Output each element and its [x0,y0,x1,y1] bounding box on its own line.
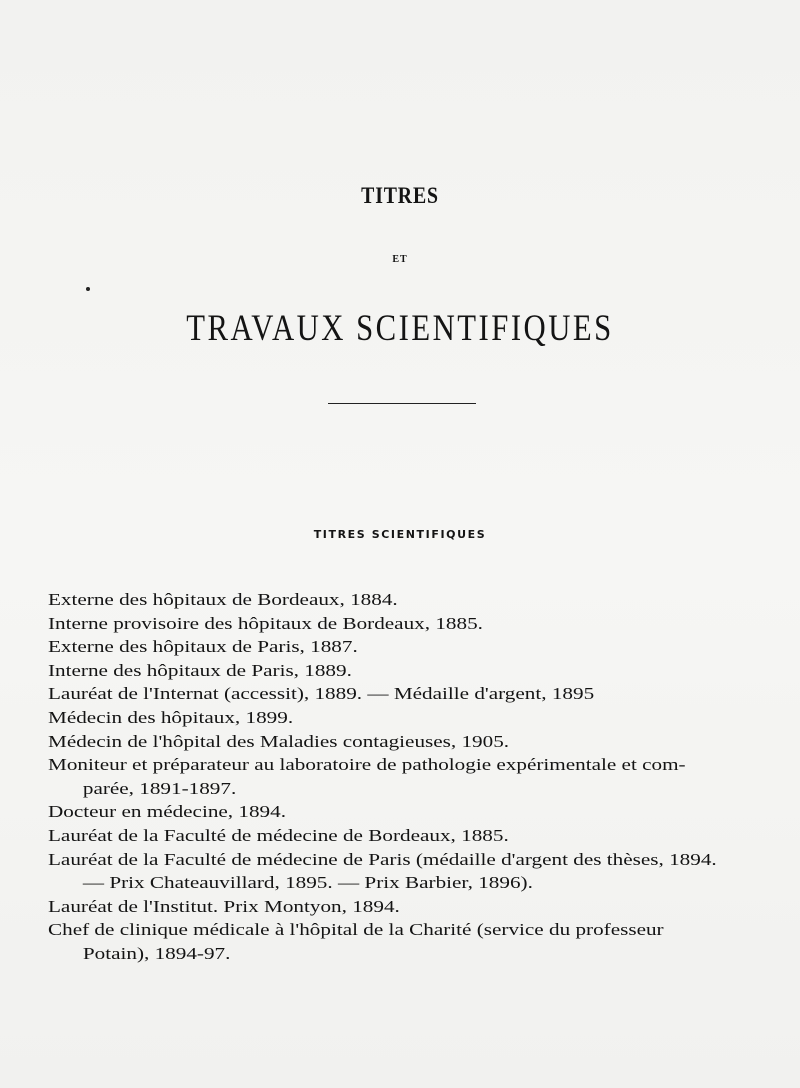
document-subtitle: TRAVAUX SCIENTIFIQUES [186,308,614,349]
list-item: Chef de clinique médicale à l'hôpital de la Charité (service du professeur [48,920,664,940]
list-item-continuation: — Prix Chateauvillard, 1895. — Prix Barbier, 1896). [82,873,533,893]
list-item: Externe des hôpitaux de Bordeaux, 1884. [48,590,398,609]
titles-list [48,588,800,966]
list-item: Lauréat de l'Internat (accessit), 1889. — Médaille d'argent, 1895 [48,684,595,704]
list-item: Lauréat de la Faculté de médecine de Bordeaux, 1885. [48,825,509,845]
section-heading: TITRES SCIENTIFIQUES [313,528,487,541]
title-divider [328,403,476,404]
list-item: Interne des hôpitaux de Paris, 1889. [48,660,352,680]
list-item: Externe des hôpitaux de Paris, 1887. [48,637,358,657]
list-item: Interne provisoire des hôpitaux de Bordeaux, 1885. [48,613,483,633]
document-title: TITRES [361,183,439,208]
list-item: Docteur en médecine, 1894. [48,802,287,822]
list-item: Médecin de l'hôpital des Maladies contagieuses, 1905. [48,731,510,751]
list-item-continuation: Potain), 1894-97. [82,943,231,963]
ink-speck [86,287,90,291]
list-item: Médecin des hôpitaux, 1899. [48,707,294,727]
list-item: Lauréat de la Faculté de médecine de Paris (médaille d'argent des thèses, 1894. [48,849,717,869]
list-item-continuation: parée, 1891-1897. [82,778,237,798]
title-conjunction: ET [392,254,408,265]
list-item: Moniteur et préparateur au laboratoire de pathologie expérimentale et com- [48,755,686,775]
list-item: Lauréat de l'Institut. Prix Montyon, 1894. [48,896,400,916]
